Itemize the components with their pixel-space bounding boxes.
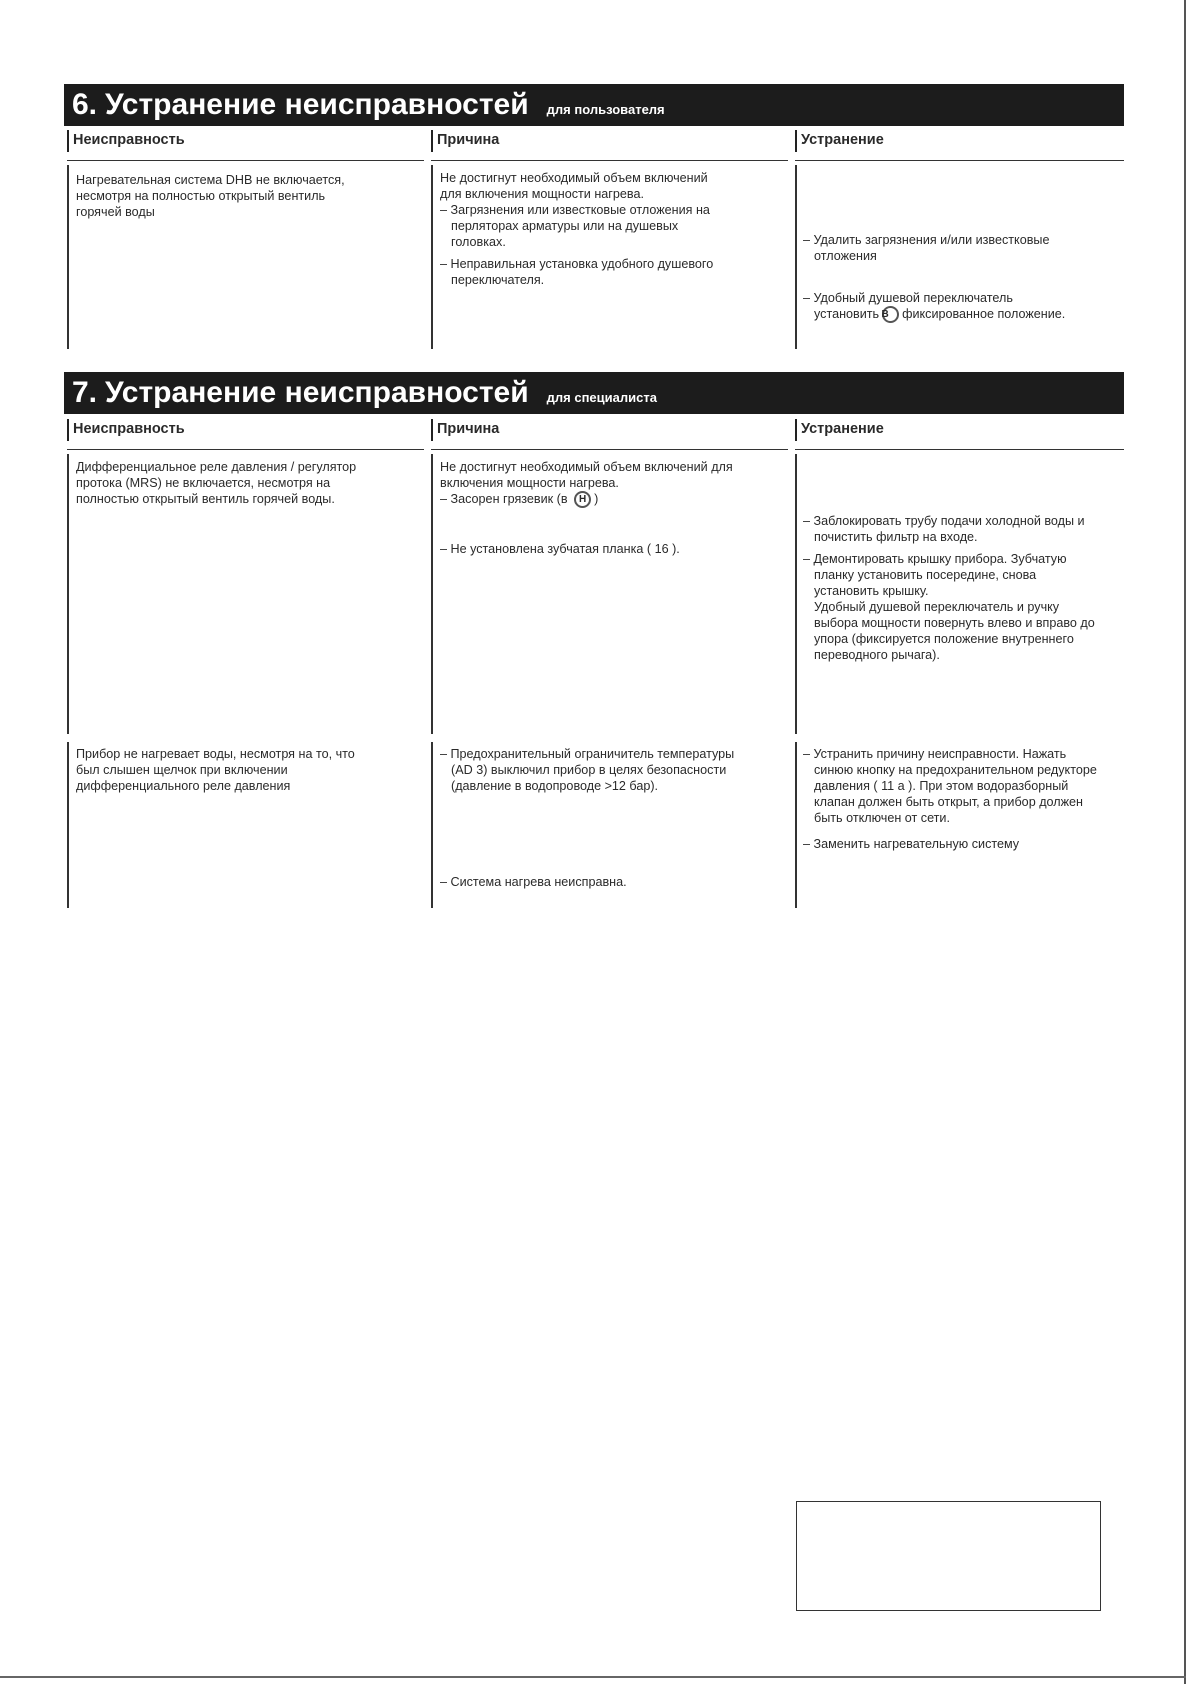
section-6-remedy-2-post: фиксированное положение. [902, 307, 1066, 321]
section-7-title: Устранение неисправностей [105, 376, 529, 409]
section-7-number: 7. [72, 376, 98, 409]
section-7-col-divider [795, 454, 797, 734]
section-7-remedy-1a: – Заблокировать трубу подачи холодной воды и почистить фильтр на входе. [803, 514, 1085, 544]
section-6-rule-fault [67, 160, 424, 161]
section-7-cause-2b: – Система нагрева неисправна. [440, 875, 627, 889]
section-6-cause-intro: Не достигнут необходимый объем включений для включения мощности нагрева. [440, 171, 708, 201]
section-6-subtitle: для пользователя [546, 102, 665, 117]
section-6-number: 6. [72, 88, 98, 121]
section-6-rule-cause [431, 160, 788, 161]
section-6-col-divider [795, 165, 797, 349]
section-6-remedy-1: – Удалить загрязнения и/или известковые отложения [803, 233, 1050, 263]
section-7-remedy-1-cell [803, 513, 1103, 663]
section-7-cause-2a: – Предохранительный ограничитель температуры (AD 3) выключил прибор в целях безопасности (давление в водопроводе >12 бар). [440, 747, 735, 793]
section-6-col-fault: Неисправность [67, 130, 427, 152]
section-7-cause-1a-post: ) [594, 492, 599, 506]
section-7-remedy-2b: – Заменить нагревательную систему [803, 837, 1020, 851]
section-6-cause-1: – Загрязнения или известковые отложения на перляторах арматуры или на душевых головках. [440, 203, 710, 249]
section-7-subtitle: для специалиста [546, 390, 657, 405]
section-7-cause-1b: – Не установлена зубчатая планка ( 16 ). [440, 542, 680, 557]
section-7-cause-1-cell [440, 459, 740, 557]
page-edge-bottom [0, 1676, 1186, 1678]
section-7-fault-1-text: Дифференциальное реле давления / регулятор протока (MRS) не включается, несмотря на полностью открытый вентиль горячей воды. [76, 460, 357, 506]
section-7-col-cause: Причина [431, 419, 791, 441]
section-6-remedy-cell [803, 232, 1073, 323]
section-7-rule-cause [431, 449, 788, 450]
section-7-fault-2-text: Прибор не нагревает воды, несмотря на то, что был слышен щелчок при включении дифференциального реле давления [76, 747, 355, 793]
section-7-cause-1a [440, 491, 740, 508]
shower-setting-b-icon: B [882, 306, 899, 323]
section-7-col-remedy: Устранение [795, 419, 1125, 441]
section-6-remedy-2-pre: – Удобный душевой переключатель установить [803, 291, 1013, 321]
section-7-col-divider [431, 454, 433, 734]
section-6-header [64, 84, 1124, 126]
section-6-col-divider [67, 165, 69, 349]
section-7-remedy-2a: – Устранить причину неисправности. Нажать синюю кнопку на предохранительном редукторе давления ( 11 a ). При этом водоразборный клапан должен быть открыт, а прибор должен быть отключен от сети. [803, 747, 1097, 825]
section-7-rule-fault [67, 449, 424, 450]
section-6-fault-text: Нагревательная система DHB не включается, несмотря на полностью открытый вентиль горячей воды [76, 173, 345, 219]
section-7-cause-1-intro: Не достигнут необходимый объем включений для включения мощности нагрева. [440, 460, 733, 490]
section-6-title: Устранение неисправностей [105, 88, 529, 121]
section-6-cause-cell [440, 170, 730, 288]
section-6-col-divider [431, 165, 433, 349]
section-6-remedy-2 [803, 290, 1073, 323]
section-6-col-cause: Причина [431, 130, 791, 152]
filter-h-icon: H [574, 491, 591, 508]
section-7-remedy-2-cell [803, 746, 1103, 852]
section-7-cause-2-cell [440, 746, 740, 890]
section-7-remedy-1b: – Демонтировать крышку прибора. Зубчатую планку установить посередине, снова установить крышку. [803, 552, 1067, 598]
section-7-cause-1a-pre: – Засорен грязевик (в [440, 492, 568, 506]
section-7-col-divider [795, 742, 797, 908]
section-7-rule-remedy [795, 449, 1124, 450]
page-edge-right [1184, 0, 1186, 1684]
section-7-col-divider [67, 742, 69, 908]
section-7-col-divider [67, 454, 69, 734]
empty-frame [796, 1501, 1101, 1611]
section-6-col-remedy: Устранение [795, 130, 1125, 152]
section-7-header [64, 372, 1124, 414]
section-6-cause-2: – Неправильная установка удобного душевого переключателя. [440, 257, 714, 287]
section-7-col-fault: Неисправность [67, 419, 427, 441]
section-7-col-divider [431, 742, 433, 908]
section-7-remedy-1c: Удобный душевой переключатель и ручку выбора мощности повернуть влево и вправо до упора (фиксируется положение внутреннего переводного рычага). [814, 600, 1095, 662]
section-6-rule-remedy [795, 160, 1124, 161]
